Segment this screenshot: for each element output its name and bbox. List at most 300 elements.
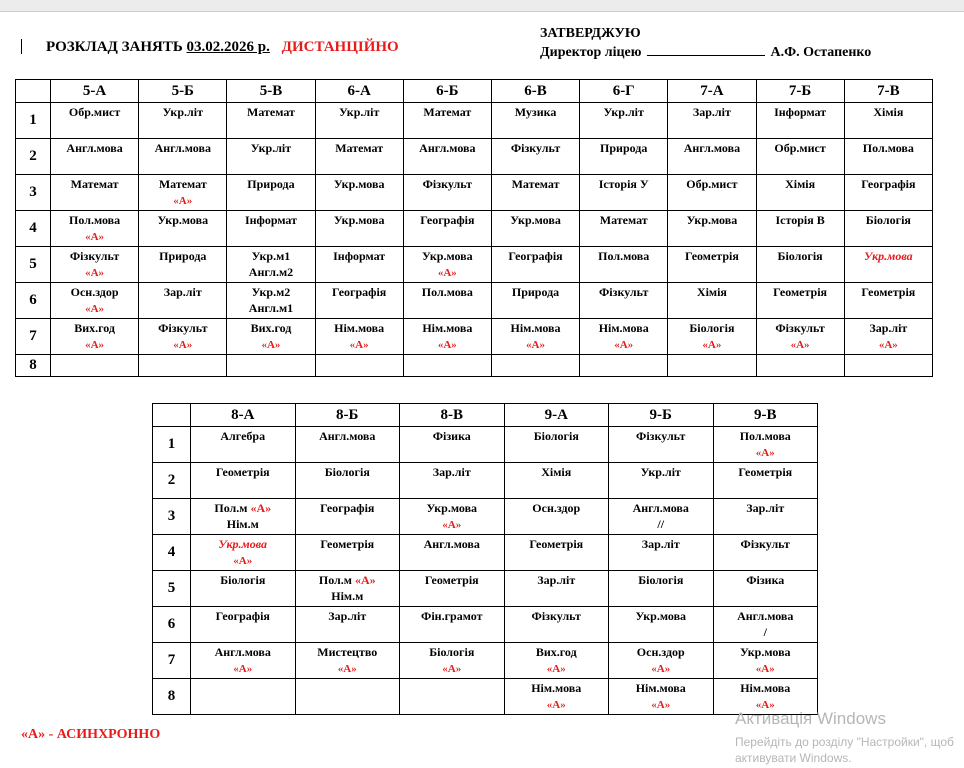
subject-line: [227, 300, 314, 316]
schedule-cell: [403, 211, 491, 247]
subject-line: [404, 264, 491, 281]
subject-line: [714, 680, 818, 696]
signature-blank: [647, 43, 765, 56]
subject-name: Фізкульт: [636, 429, 686, 443]
class-header: 5-В: [227, 80, 315, 103]
class-header: 8-Б: [295, 404, 400, 427]
schedule-cell: [580, 103, 668, 139]
legend-async: «А» - АСИНХРОННО: [21, 727, 161, 742]
schedule-cell: [191, 571, 296, 607]
subject-name: Укр.літ: [338, 105, 380, 119]
subject-line: [609, 536, 713, 552]
schedule-cell: [504, 499, 609, 535]
lesson-row: [153, 643, 818, 679]
schedule-cell: [504, 535, 609, 571]
schedule-cell: [668, 211, 756, 247]
schedule-cell: [668, 247, 756, 283]
subject-line: [296, 536, 400, 552]
approval-block: [540, 24, 871, 62]
watermark-line-3: активувати Windows.: [735, 751, 852, 765]
corner-cell: [16, 80, 51, 103]
subject-line: [191, 428, 295, 444]
schedule-cell: [295, 607, 400, 643]
lesson-number: 6: [153, 607, 191, 643]
subject-line: [139, 140, 226, 156]
async-mark: «А»: [173, 195, 193, 207]
async-mark: «А»: [878, 339, 898, 351]
approval-signature-line: [540, 43, 871, 62]
subject-line: [845, 248, 932, 264]
class-header: 6-Б: [403, 80, 491, 103]
schedule-cell: [403, 139, 491, 175]
subject-line: [139, 284, 226, 300]
schedule-date: 03.02.2026 р.: [186, 39, 270, 55]
schedule-cell: [191, 535, 296, 571]
subject-name: //: [657, 517, 665, 531]
subject-name: Фізкульт: [510, 141, 561, 155]
subject-line: [296, 428, 400, 444]
lesson-number: 4: [153, 535, 191, 571]
subject-name: Зар.літ: [641, 537, 680, 551]
subject-name: Нім.мова: [510, 321, 561, 335]
subject-line: [139, 248, 226, 264]
subject-name: Пол.м: [318, 573, 352, 587]
schedule-cell: [580, 139, 668, 175]
async-mark: «А»: [349, 339, 369, 351]
subject-line: [492, 320, 579, 336]
schedule-cell: [668, 355, 756, 377]
subject-name: Укр.мова: [218, 537, 268, 551]
subject-line: [714, 428, 818, 444]
schedule-cell: [713, 571, 818, 607]
subject-name: Природа: [511, 285, 560, 299]
subject-name: Хімія: [785, 177, 816, 191]
subject-name: Інформат: [244, 213, 297, 227]
schedule-cell: [315, 103, 403, 139]
subject-line: [51, 228, 138, 245]
async-mark: «А»: [755, 447, 775, 459]
schedule-cell: [51, 355, 139, 377]
subject-name: Фін.грамот: [421, 609, 483, 623]
subject-name: Біологія: [429, 645, 475, 659]
schedule-cell: [844, 139, 932, 175]
subject-name: Хімія: [541, 465, 572, 479]
subject-line: [492, 212, 579, 228]
class-header: 8-В: [400, 404, 505, 427]
subject-line: [609, 680, 713, 696]
schedule-cell: [139, 355, 227, 377]
lesson-row: [16, 139, 933, 175]
schedule-cell: [403, 247, 491, 283]
schedule-cell: [400, 643, 505, 679]
subject-line: [714, 624, 818, 640]
subject-name: Геометрія: [215, 465, 270, 479]
schedule-cell: [844, 355, 932, 377]
subject-name: Математ: [247, 105, 295, 119]
subject-name: Нім.мова: [635, 681, 686, 695]
subject-name: Укр.мова: [739, 645, 791, 659]
subject-name: Біологія: [865, 213, 911, 227]
schedule-cell: [227, 139, 315, 175]
subject-line: [845, 176, 932, 192]
async-mark: «А»: [85, 339, 105, 351]
subject-name: Англ.мова: [632, 501, 689, 515]
subject-line: [492, 248, 579, 264]
subject-line: [51, 264, 138, 281]
subject-name: Геометрія: [684, 249, 739, 263]
class-header: 5-Б: [139, 80, 227, 103]
subject-line: [191, 464, 295, 480]
subject-line: [492, 284, 579, 300]
schedule-cell: [227, 175, 315, 211]
subject-name: Геометрія: [738, 465, 793, 479]
subject-name: Укр.мова: [635, 609, 687, 623]
subject-line: [505, 660, 609, 677]
lesson-number: 3: [16, 175, 51, 211]
lesson-number: 7: [153, 643, 191, 679]
subject-name: Укр.мова: [157, 213, 209, 227]
subject-line: [316, 320, 403, 336]
subject-line: [757, 104, 844, 120]
subject-line: [227, 140, 314, 156]
schedule-cell: [295, 571, 400, 607]
schedule-cell: [403, 175, 491, 211]
subject-line: [404, 336, 491, 353]
subject-line: [227, 336, 314, 353]
async-mark: «А»: [173, 339, 193, 351]
subject-name: Зар.літ: [746, 501, 785, 515]
async-mark: «А»: [233, 555, 253, 567]
schedule-cell: [491, 103, 579, 139]
subject-name: Біологія: [777, 249, 823, 263]
subject-name: Фізкульт: [69, 249, 120, 263]
schedule-cell: [580, 319, 668, 355]
subject-line: [316, 212, 403, 228]
subject-line: [191, 572, 295, 588]
header-row: [16, 80, 933, 103]
subject-line: [51, 336, 138, 353]
schedule-cell: [315, 283, 403, 319]
schedule-cell: [756, 175, 844, 211]
subject-name: Укр.мова: [426, 501, 478, 515]
schedule-cell: [756, 211, 844, 247]
subject-name: Зар.літ: [537, 573, 576, 587]
lesson-row: [153, 535, 818, 571]
subject-name: Математ: [70, 177, 119, 191]
subject-line: [580, 212, 667, 228]
subject-line: [316, 140, 403, 156]
subject-line: [191, 552, 295, 569]
schedule-cell: [400, 571, 505, 607]
subject-name: Зар.літ: [328, 609, 367, 623]
async-mark: «А»: [546, 663, 566, 675]
subject-line: [714, 572, 818, 588]
schedule-cell: [668, 103, 756, 139]
subject-line: [580, 248, 667, 264]
subject-name: Пол.мова: [598, 249, 650, 263]
subject-name: Вих.год: [74, 321, 115, 335]
subject-name: Фізика: [746, 573, 785, 587]
subject-line: [668, 320, 755, 336]
mode-label: ДИСТАНЦІЙНО: [281, 39, 399, 55]
subject-line: [505, 536, 609, 552]
schedule-cell: [403, 103, 491, 139]
subject-name: Англ.мова: [154, 141, 211, 155]
subject-line: [296, 608, 400, 624]
subject-name: Нім.мова: [598, 321, 649, 335]
subject-line: [191, 660, 295, 677]
class-header: 6-В: [491, 80, 579, 103]
subject-line: [580, 176, 667, 192]
subject-line: [714, 608, 818, 624]
subject-line: [757, 212, 844, 228]
subject-line: [609, 464, 713, 480]
schedule-cell: [227, 319, 315, 355]
schedule-cell: [580, 283, 668, 319]
subject-line: [139, 212, 226, 228]
async-mark: «А»: [85, 231, 105, 243]
subject-line: [139, 176, 226, 192]
schedule-cell: [191, 463, 296, 499]
subject-name: Англ.м2: [248, 265, 294, 279]
subject-line: [400, 536, 504, 552]
lesson-number: 2: [16, 139, 51, 175]
subject-line: [400, 660, 504, 677]
subject-name: Фізкульт: [531, 609, 581, 623]
subject-name: Нім.м: [331, 589, 364, 603]
subject-line: [404, 176, 491, 192]
subject-name: Географія: [332, 285, 387, 299]
top-toolbar-strip: [0, 0, 964, 12]
subject-name: Англ.мова: [683, 141, 741, 155]
subject-line: [845, 336, 932, 353]
subject-name: Зар.літ: [869, 321, 908, 335]
subject-name: Англ.мова: [319, 429, 376, 443]
subject-line: [191, 536, 295, 552]
subject-line: [492, 140, 579, 156]
schedule-cell: [227, 355, 315, 377]
lesson-number: 4: [16, 211, 51, 247]
schedule-cell: [844, 283, 932, 319]
schedule-cell: [403, 355, 491, 377]
async-mark: «А»: [437, 339, 457, 351]
approval-role: Директор ліцею: [540, 45, 642, 60]
lesson-number: 2: [153, 463, 191, 499]
schedule-cell: [609, 535, 714, 571]
subject-name: Біологія: [220, 573, 266, 587]
subject-name: Музика: [514, 105, 557, 119]
schedule-cell: [756, 355, 844, 377]
schedule-cell: [504, 643, 609, 679]
subject-line: [227, 248, 314, 264]
subject-line: [668, 140, 755, 156]
schedule-cell: [609, 679, 714, 715]
schedule-cell: [504, 607, 609, 643]
async-mark: «А»: [546, 699, 566, 711]
async-mark: «А»: [250, 501, 272, 515]
subject-name: Нім.мова: [422, 321, 473, 335]
subject-line: [714, 644, 818, 660]
subject-name: Фізкульт: [775, 321, 825, 335]
subject-line: [316, 336, 403, 353]
subject-line: [580, 320, 667, 336]
subject-name: Географія: [215, 609, 270, 623]
class-header: 7-А: [668, 80, 756, 103]
subject-line: [668, 336, 755, 353]
subject-name: Англ.мова: [214, 645, 271, 659]
schedule-cell: [403, 283, 491, 319]
subject-line: [400, 516, 504, 533]
subject-name: Математ: [511, 177, 560, 191]
subject-line: [668, 212, 755, 228]
subject-name: Математ: [335, 141, 384, 155]
async-mark: «А»: [85, 267, 105, 279]
async-mark: «А»: [442, 519, 462, 531]
lesson-row: [153, 463, 818, 499]
subject-name: Природа: [247, 177, 295, 191]
subject-line: [191, 516, 295, 532]
schedule-cell: [400, 607, 505, 643]
subject-name: Географія: [508, 249, 563, 263]
subject-line: [609, 608, 713, 624]
subject-line: [191, 608, 295, 624]
async-mark: «А»: [790, 339, 810, 351]
schedule-cell: [668, 139, 756, 175]
subject-name: Обр.мист: [774, 141, 826, 155]
subject-line: [609, 500, 713, 516]
schedule-cell: [756, 103, 844, 139]
subject-line: [714, 464, 818, 480]
async-mark: «А»: [337, 663, 357, 675]
subject-line: [845, 320, 932, 336]
subject-line: [400, 428, 504, 444]
subject-line: [757, 320, 844, 336]
subject-name: Фізика: [432, 429, 471, 443]
subject-line: [609, 660, 713, 677]
schedule-cell: [844, 319, 932, 355]
subject-line: [609, 572, 713, 588]
class-header: 5-А: [51, 80, 139, 103]
class-header: 7-В: [844, 80, 932, 103]
schedule-cell: [844, 103, 932, 139]
subject-name: Обр.мист: [686, 177, 738, 191]
schedule-cell: [713, 499, 818, 535]
lesson-number: 8: [16, 355, 51, 377]
subject-line: [296, 464, 400, 480]
subject-line: [845, 284, 932, 300]
subject-name: Інформат: [774, 105, 827, 119]
subject-line: [296, 500, 400, 516]
subject-line: [404, 248, 491, 264]
subject-line: [296, 660, 400, 677]
schedule-cell: [315, 139, 403, 175]
windows-activation-watermark: [735, 709, 954, 765]
subject-name: Географія: [861, 177, 916, 191]
lesson-row: [153, 571, 818, 607]
schedule-cell: [295, 463, 400, 499]
lesson-row: [153, 679, 818, 715]
subject-name: Обр.мист: [68, 105, 121, 119]
subject-name: Історія В: [775, 213, 825, 227]
schedule-cell: [227, 103, 315, 139]
subject-line: [227, 104, 314, 120]
schedule-cell: [400, 427, 505, 463]
subject-line: [668, 176, 755, 192]
subject-name: Англ.мова: [66, 141, 123, 155]
header-row: [153, 404, 818, 427]
subject-name: Зар.літ: [163, 285, 202, 299]
subject-name: Математ: [423, 105, 472, 119]
schedule-cell: [400, 679, 505, 715]
schedule-cell: [491, 139, 579, 175]
class-header: 9-Б: [609, 404, 714, 427]
schedule-cell: [403, 319, 491, 355]
lesson-row: [16, 247, 933, 283]
subject-line: [757, 140, 844, 156]
schedule-cell: [51, 103, 139, 139]
subject-line: [139, 192, 226, 209]
schedule-cell: [504, 463, 609, 499]
schedule-cell: [295, 499, 400, 535]
async-mark: «А»: [614, 339, 634, 351]
subject-line: [296, 644, 400, 660]
class-header: 9-В: [713, 404, 818, 427]
lesson-row: [16, 319, 933, 355]
subject-line: [668, 104, 755, 120]
async-mark: «А»: [755, 663, 775, 675]
lesson-number: 8: [153, 679, 191, 715]
schedule-cell: [315, 319, 403, 355]
subject-name: Фізкульт: [422, 177, 473, 191]
subject-line: [492, 104, 579, 120]
subject-name: Зар.літ: [432, 465, 471, 479]
subject-name: Англ.мова: [419, 141, 476, 155]
lesson-row: [16, 103, 933, 139]
schedule-cell: [504, 679, 609, 715]
subject-line: [714, 660, 818, 677]
schedule-cell: [315, 211, 403, 247]
subject-line: [505, 696, 609, 713]
subject-name: Фізкульт: [740, 537, 790, 551]
subject-name: Укр.літ: [162, 105, 203, 119]
schedule-cell: [191, 499, 296, 535]
lesson-row: [153, 427, 818, 463]
subject-name: Нім.мова: [334, 321, 385, 335]
subject-name: Вих.год: [535, 645, 577, 659]
subject-line: [316, 284, 403, 300]
async-mark: «А»: [651, 699, 671, 711]
schedule-cell: [756, 283, 844, 319]
subject-name: Геометрія: [320, 537, 375, 551]
subject-line: [400, 608, 504, 624]
subject-name: Математ: [599, 213, 648, 227]
class-header: 9-А: [504, 404, 609, 427]
async-mark: «А»: [85, 303, 105, 315]
schedule-cell: [844, 247, 932, 283]
lesson-row: [153, 499, 818, 535]
schedule-cell: [51, 247, 139, 283]
subject-name: Укр.літ: [640, 465, 681, 479]
subject-line: [580, 140, 667, 156]
async-mark: «А»: [354, 573, 376, 587]
subject-line: [51, 320, 138, 336]
subject-line: [316, 104, 403, 120]
schedule-cell: [139, 319, 227, 355]
subject-name: Пол.мова: [739, 429, 791, 443]
subject-line: [404, 284, 491, 300]
schedule-cell: [580, 211, 668, 247]
schedule-cell: [315, 355, 403, 377]
